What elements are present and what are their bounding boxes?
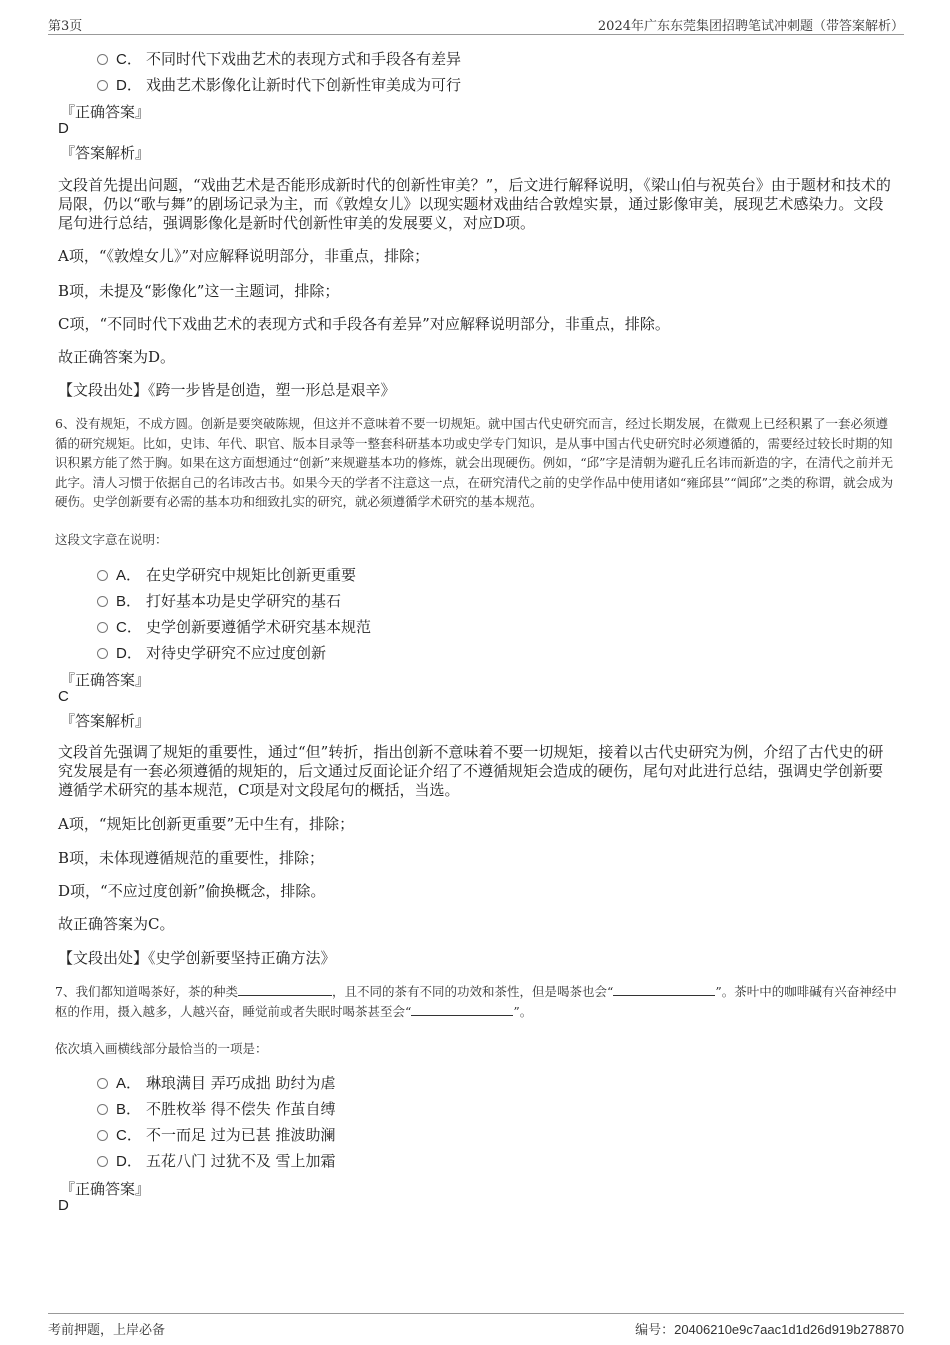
- page-header: [48, 14, 904, 35]
- q5-line-a: A项，“《敦煌女儿》”对应解释说明部分，非重点，排除；: [58, 247, 430, 265]
- blank-2: [613, 983, 715, 996]
- q6-line-b: B项，未体现遵循规范的重要性，排除；: [58, 849, 325, 867]
- q5-option-d[interactable]: D． 戏曲艺术影像化让新时代下创新性审美成为可行: [97, 74, 461, 95]
- document-code: 编号：20406210e9c7aac1d1d26d919b278870: [635, 1322, 904, 1338]
- q5-analysis: 文段首先提出问题，“戏曲艺术是否能形成新时代的创新性审美？”，后文进行解释说明，《梁山伯与祝英台》由于题材和技术的局限，仍以“歌与舞”的剧场记录为主，而《敦煌女儿》以现实题材戏曲结合敦煌实景，通过影像审美，展现艺术感染力。文段尾句进行总结，强调影像化是新时代创新性审美的发展要义，对应D项。: [58, 176, 891, 232]
- radio-icon[interactable]: [97, 570, 108, 581]
- q6-passage: 6、没有规矩，不成方圆。创新是要突破陈规，但这并不意味着不要一切规矩。就中国古代史研究而言，经过长期发展，在微观上已经积累了一套必须遵循的研究规矩。比如，史讳、年代、职官、版本目录等一整套科研基本功或史学专门知识，是从事中国古代史研究时必须遵循的，需要经过较长时期的知识积累方能了然于胸。如果在这方面想通过“创新”来规避基本功的修炼，就会出现硬伤。例如，“邱”字是清朝为避孔丘名讳而新造的字，在清代之前并无此字。清人习惯于依据自己的名讳改古书。如果今天的学者不注意这一点，在研究清代之前的史学作品中使用诸如“雍邱县”“阊邱”之类的称谓，就会成为硬伤。史学创新要有必需的基本功和细致扎实的研究，就必须遵循学术研究的基本规范。: [55, 416, 894, 510]
- q5-analysis-label: 『答案解析』: [60, 144, 151, 162]
- radio-icon[interactable]: [97, 1078, 108, 1089]
- radio-icon[interactable]: [97, 80, 108, 91]
- radio-icon[interactable]: [97, 622, 108, 633]
- q5-conclusion: 故正确答案为D。: [58, 348, 176, 366]
- q5-line-b: B项，未提及“影像化”这一主题词，排除；: [58, 282, 340, 300]
- radio-icon[interactable]: [97, 596, 108, 607]
- q7-passage: 7、我们都知道喝茶好，茶的种类 ，且不同的茶有不同的功效和茶性，但是喝茶也会“ ”。茶叶中的咖啡碱有兴奋神经中枢的作用，摄入越多，人越兴奋，睡觉前或者失眠时喝茶甚至会“ ”。: [55, 984, 897, 1019]
- q5-answer: D: [58, 120, 69, 137]
- radio-icon[interactable]: [97, 648, 108, 659]
- q5-source: 【文段出处】《跨一步皆是创造，塑一形总是艰辛》: [58, 381, 396, 399]
- blank-1: [238, 983, 332, 996]
- q5-line-c: C项，“不同时代下戏曲艺术的表现方式和手段各有差异”对应解释说明部分，非重点，排除。: [58, 315, 670, 333]
- q6-prompt: 这段文字意在说明：: [55, 532, 168, 547]
- q7-prompt: 依次填入画横线部分最恰当的一项是：: [55, 1041, 268, 1056]
- q7-option-d[interactable]: D． 五花八门 过犹不及 雪上加霜: [97, 1150, 336, 1171]
- radio-icon[interactable]: [97, 1130, 108, 1141]
- q6-source: 【文段出处】《史学创新要坚持正确方法》: [58, 949, 336, 967]
- q7-answer-label: 『正确答案』: [60, 1180, 151, 1198]
- q6-option-c[interactable]: C． 史学创新要遵循学术研究基本规范: [97, 616, 371, 637]
- radio-icon[interactable]: [97, 1156, 108, 1167]
- q7-option-c[interactable]: C． 不一而足 过为已甚 推波助澜: [97, 1124, 336, 1145]
- q7-option-a[interactable]: A． 琳琅满目 弄巧成拙 助纣为虐: [97, 1072, 336, 1093]
- page-number: 第3页: [48, 19, 83, 34]
- q7-answer: D: [58, 1197, 69, 1214]
- q6-conclusion: 故正确答案为C。: [58, 915, 175, 933]
- q6-analysis-label: 『答案解析』: [60, 712, 151, 730]
- q6-answer-label: 『正确答案』: [60, 671, 151, 689]
- q6-line-d: D项，“不应过度创新”偷换概念，排除。: [58, 882, 326, 900]
- q5-option-c[interactable]: C． 不同时代下戏曲艺术的表现方式和手段各有差异: [97, 48, 461, 69]
- q7-option-b[interactable]: B． 不胜枚举 得不偿失 作茧自缚: [97, 1098, 336, 1119]
- q6-answer: C: [58, 688, 69, 705]
- q6-option-b[interactable]: B． 打好基本功是史学研究的基石: [97, 590, 341, 611]
- page-footer: [48, 1313, 904, 1338]
- q6-option-d[interactable]: D． 对待史学研究不应过度创新: [97, 642, 326, 663]
- radio-icon[interactable]: [97, 54, 108, 65]
- q6-analysis: 文段首先强调了规矩的重要性，通过“但”转折，指出创新不意味着不要一切规矩，接着以古代史研究为例，介绍了古代史的研究发展是有一套必须遵循的规矩的，后文通过反面论证介绍了不遵循规矩会造成的硬伤，尾句对此进行总结，强调史学创新要遵循学术研究的基本规范，C项是对文段尾句的概括，当选。: [58, 743, 884, 799]
- q5-answer-label: 『正确答案』: [60, 103, 151, 121]
- q6-option-a[interactable]: A． 在史学研究中规矩比创新更重要: [97, 564, 356, 585]
- q6-line-a: A项，“规矩比创新更重要”无中生有，排除；: [58, 815, 355, 833]
- footer-slogan: 考前押题，上岸必备: [48, 1323, 166, 1338]
- document-title: 2024年广东东莞集团招聘笔试冲刺题（带答案解析）: [597, 19, 904, 34]
- radio-icon[interactable]: [97, 1104, 108, 1115]
- blank-3: [411, 1003, 513, 1016]
